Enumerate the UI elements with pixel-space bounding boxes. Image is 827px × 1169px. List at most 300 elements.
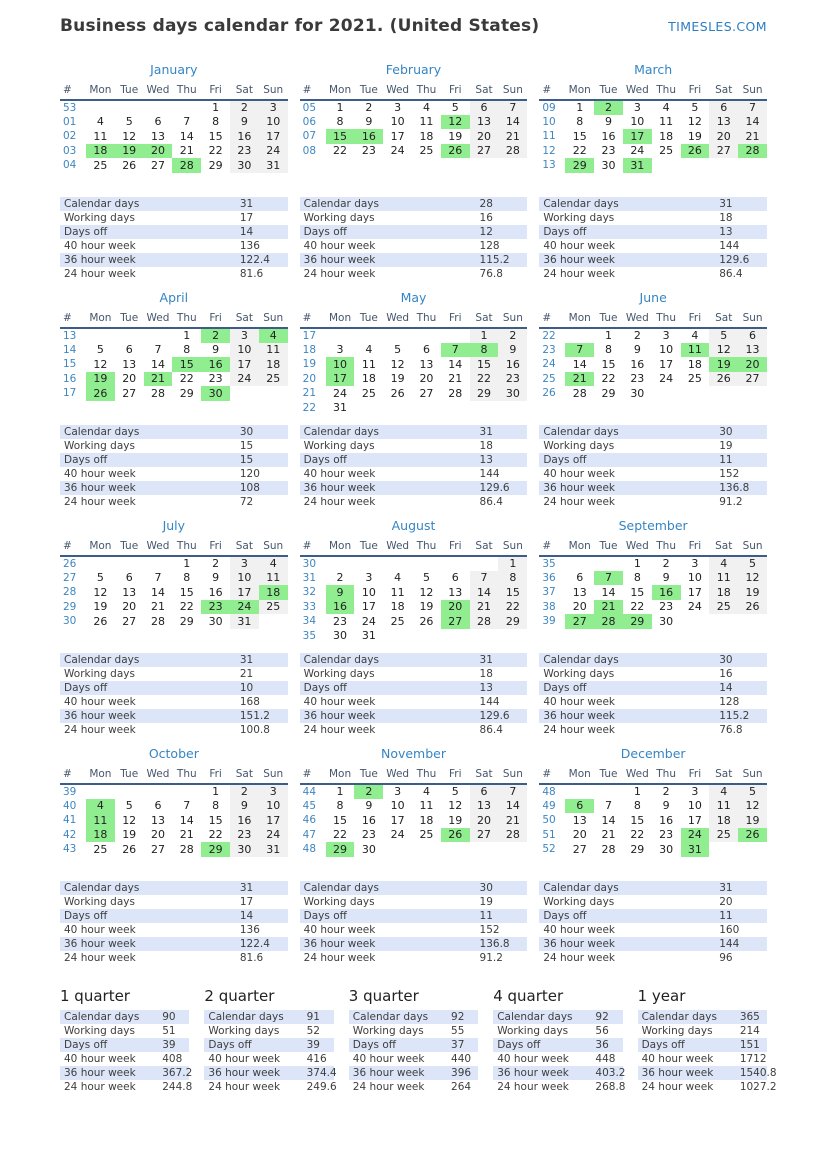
stat-label: Days off: [543, 910, 587, 922]
day-cell: 13: [709, 115, 738, 130]
stat-label: 40 hour week: [543, 924, 616, 936]
stat-label: Calendar days: [208, 1011, 284, 1023]
week-number: 37: [542, 586, 556, 599]
day-cell: 5: [125, 115, 133, 129]
stat-value: 144: [719, 938, 740, 950]
weekday-header: Fri: [681, 539, 710, 556]
weekday-header: Sat: [709, 767, 738, 784]
weekday-header: Sat: [709, 539, 738, 556]
day-cell: 13: [122, 585, 137, 599]
summary-title: 1 quarter: [60, 987, 130, 1005]
week-number: 21: [302, 387, 317, 400]
month-block: [539, 62, 767, 281]
week-number: 51: [542, 828, 556, 841]
empty-cell: [594, 784, 623, 799]
stat-label: 40 hour week: [303, 696, 376, 708]
stat-label: 40 hour week: [543, 468, 616, 480]
weekday-header: Sun: [498, 767, 527, 784]
empty-cell: [354, 328, 383, 343]
day-cell: 27: [470, 828, 499, 843]
stat-value: 39: [162, 1039, 176, 1051]
week-number: 13: [63, 329, 77, 342]
day-cell: 17: [259, 129, 288, 144]
weekday-header: Tue: [354, 767, 383, 784]
day-cell: 1: [633, 557, 641, 571]
day-cell: 21: [150, 600, 165, 614]
stat-label: 36 hour week: [543, 254, 616, 266]
day-cell: 6: [565, 799, 594, 814]
stat-value: 144: [719, 240, 740, 252]
stat-value: 367.2: [162, 1067, 193, 1079]
stat-value: 56: [595, 1025, 609, 1037]
weekday-header: Mon: [565, 767, 594, 784]
summary-block: [60, 987, 193, 1094]
day-cell: 5: [451, 785, 459, 799]
day-cell: 11: [709, 799, 738, 814]
week-number: 40: [63, 799, 77, 812]
weekday-header: Mon: [326, 539, 355, 556]
stat-value: 115.2: [719, 710, 750, 722]
stat-label: Days off: [64, 226, 108, 238]
stat-row: [300, 681, 528, 695]
day-cell: 24: [230, 372, 259, 387]
stat-label: 24 hour week: [64, 496, 136, 508]
month-title: November: [380, 746, 446, 761]
stat-label: Days off: [303, 226, 347, 238]
day-cell: 12: [93, 585, 108, 599]
day-cell: 24: [333, 386, 348, 400]
day-cell: 3: [394, 785, 402, 799]
day-cell: 14: [179, 129, 194, 143]
stat-label: 40 hour week: [543, 696, 616, 708]
day-cell: 28: [448, 386, 463, 400]
weekday-header: Thu: [412, 539, 441, 556]
day-cell: 4: [96, 115, 104, 129]
stat-row: [638, 1066, 777, 1080]
week-number: 12: [542, 144, 556, 157]
stat-label: Working days: [64, 896, 135, 908]
month-stats: [60, 653, 288, 737]
stat-label: Calendar days: [303, 198, 379, 210]
stat-value: 76.8: [479, 268, 503, 280]
site-link[interactable]: TIMESLES.COM: [668, 19, 767, 34]
stat-label: 24 hour week: [64, 952, 136, 964]
day-cell: 9: [230, 115, 259, 130]
day-cell: 31: [623, 158, 652, 173]
day-cell: 23: [659, 828, 674, 842]
week-number: 04: [63, 159, 77, 172]
stat-value: 21: [239, 668, 254, 680]
stat-value: 408: [162, 1053, 183, 1065]
stat-value: 30: [719, 426, 733, 438]
day-cell: 23: [333, 614, 348, 628]
empty-cell: [709, 386, 738, 401]
week-number: 39: [63, 785, 77, 798]
empty-cell: [470, 556, 499, 571]
stat-row: [300, 937, 528, 951]
stat-row: [204, 1024, 333, 1038]
weekday-header: Sat: [230, 311, 259, 328]
stat-value: 128: [479, 240, 500, 252]
day-cell: 12: [122, 813, 137, 827]
stat-row: [60, 909, 288, 923]
day-cell: 24: [390, 828, 405, 842]
day-cell: 15: [470, 357, 499, 372]
day-cell: 15: [326, 129, 355, 144]
stat-row: [349, 1038, 478, 1052]
day-cell: 24: [630, 144, 645, 158]
stat-label: Working days: [303, 896, 375, 908]
stat-value: 36: [595, 1039, 609, 1051]
stat-value: 136: [239, 240, 260, 252]
day-cell: 19: [687, 129, 702, 143]
day-cell: 17: [659, 357, 674, 371]
day-cell: 5: [394, 343, 402, 357]
empty-cell: [172, 784, 201, 799]
week-number: 23: [542, 343, 556, 356]
weekday-header: Sat: [470, 311, 499, 328]
stat-label: Working days: [303, 668, 375, 680]
stat-row: [60, 1080, 193, 1094]
day-cell: 1: [576, 101, 584, 115]
stat-value: 51: [162, 1025, 176, 1037]
stat-label: 24 hour week: [497, 1081, 569, 1093]
month-block: [539, 746, 767, 965]
month-calendar: [539, 767, 767, 871]
empty-cell: [470, 842, 499, 857]
stat-value: 18: [719, 212, 733, 224]
stat-value: 76.8: [719, 724, 743, 736]
week-number: 49: [542, 799, 556, 812]
week-number: 42: [63, 828, 77, 841]
day-cell: 28: [179, 842, 194, 856]
weekday-header: Wed: [383, 311, 412, 328]
day-cell: 27: [122, 614, 137, 628]
weekday-header: Thu: [412, 83, 441, 100]
stat-label: Working days: [208, 1025, 280, 1037]
week-number: 44: [302, 785, 317, 798]
stat-value: 120: [239, 468, 260, 480]
empty-cell: [115, 328, 144, 343]
day-cell: 10: [230, 343, 259, 358]
day-cell: 17: [390, 813, 405, 827]
empty-cell: [441, 556, 470, 571]
weekday-header: Mon: [326, 767, 355, 784]
stat-label: 24 hour week: [641, 1081, 714, 1093]
day-cell: 19: [738, 813, 767, 828]
day-cell: 31: [681, 842, 710, 857]
stat-row: [539, 709, 767, 723]
weekday-header: Sun: [259, 311, 288, 328]
month-title: July: [162, 518, 186, 533]
stat-value: 72: [239, 496, 254, 508]
day-cell: 6: [154, 799, 162, 813]
stat-row: [204, 1066, 337, 1080]
stat-row: [60, 923, 288, 937]
day-cell: 12: [738, 799, 767, 814]
day-cell: 9: [662, 799, 670, 813]
week-number: 24: [542, 358, 556, 371]
day-cell: 11: [709, 571, 738, 586]
empty-cell: [441, 401, 470, 416]
stat-label: 24 hour week: [64, 724, 136, 736]
weekday-header: Sun: [738, 311, 767, 328]
stat-row: [539, 923, 767, 937]
empty-cell: [565, 556, 594, 571]
month-calendar: [60, 539, 288, 643]
stat-label: Calendar days: [352, 1011, 429, 1023]
day-cell: 19: [448, 813, 463, 827]
day-cell: 30: [230, 158, 259, 173]
empty-cell: [470, 629, 499, 644]
week-number: 14: [63, 343, 77, 356]
month-calendar: [300, 311, 528, 415]
stat-label: 24 hour week: [303, 952, 376, 964]
month-calendar: [300, 83, 528, 187]
stat-row: [638, 1024, 767, 1038]
summary-block: [493, 987, 626, 1094]
day-cell: 22: [179, 372, 194, 386]
week-number: 10: [542, 115, 556, 128]
day-cell: 27: [565, 614, 594, 629]
stat-row: [539, 439, 767, 453]
day-cell: 22: [630, 600, 645, 614]
weekday-header: Tue: [354, 539, 383, 556]
stat-row: [60, 453, 288, 467]
stat-row: [60, 495, 288, 509]
stat-value: 244.8: [162, 1081, 193, 1093]
stat-label: 24 hour week: [543, 268, 616, 280]
empty-cell: [709, 614, 738, 629]
empty-cell: [652, 386, 681, 401]
day-cell: 1: [183, 329, 191, 343]
empty-cell: [115, 556, 144, 571]
day-cell: 10: [390, 115, 405, 129]
week-number: 31: [302, 571, 317, 584]
day-cell: 2: [201, 328, 230, 343]
stat-value: 18: [479, 440, 493, 452]
week-number: 45: [302, 799, 317, 812]
day-cell: 16: [659, 813, 674, 827]
month-block: [539, 290, 767, 509]
day-cell: 14: [498, 799, 527, 814]
stat-label: Calendar days: [64, 198, 140, 210]
day-cell: 26: [738, 600, 767, 615]
stat-value: 129.6: [479, 710, 510, 722]
day-cell: 26: [122, 842, 137, 856]
month-block: [60, 518, 288, 737]
day-cell: 20: [144, 144, 173, 159]
stat-label: Calendar days: [64, 882, 140, 894]
day-cell: 29: [201, 842, 230, 857]
stat-value: 91.2: [719, 496, 743, 508]
stat-label: 40 hour week: [543, 240, 616, 252]
day-cell: 29: [470, 386, 499, 401]
stat-value: 31: [239, 654, 254, 666]
week-number-header: #: [539, 83, 565, 100]
empty-cell: [86, 100, 115, 115]
empty-cell: [709, 842, 738, 857]
day-cell: 29: [179, 614, 194, 628]
weekday-header: Wed: [144, 767, 173, 784]
stat-value: 31: [479, 426, 493, 438]
stat-row: [539, 653, 767, 667]
week-number: 32: [302, 586, 317, 599]
stat-value: 81.6: [239, 268, 264, 280]
week-number: 53: [63, 101, 77, 114]
day-cell: 3: [633, 101, 641, 115]
week-number: 15: [63, 358, 77, 371]
stat-value: 268.8: [595, 1081, 626, 1093]
day-cell: 15: [208, 129, 223, 143]
stat-row: [539, 481, 767, 495]
day-cell: 24: [230, 600, 259, 615]
day-cell: 10: [630, 115, 645, 129]
day-cell: 26: [441, 144, 470, 159]
day-cell: 28: [498, 828, 527, 843]
day-cell: 11: [93, 129, 108, 143]
day-cell: 22: [333, 144, 348, 158]
stat-label: Days off: [543, 682, 587, 694]
week-number: 34: [302, 615, 317, 628]
weekday-header: Tue: [594, 767, 623, 784]
stat-value: 11: [479, 910, 493, 922]
day-cell: 18: [709, 585, 738, 600]
page-header: [60, 16, 767, 36]
empty-cell: [86, 784, 115, 799]
day-cell: 1: [336, 101, 344, 115]
weekday-header: Mon: [565, 83, 594, 100]
day-cell: 23: [230, 144, 259, 159]
day-cell: 19: [419, 600, 434, 614]
day-cell: 22: [498, 600, 527, 615]
month-title: January: [150, 62, 198, 77]
day-cell: 7: [738, 100, 767, 115]
day-cell: 14: [601, 585, 616, 599]
stat-label: Calendar days: [64, 426, 140, 438]
day-cell: 20: [441, 600, 470, 615]
stat-value: 37: [451, 1039, 465, 1051]
day-cell: 18: [659, 129, 674, 143]
stat-value: 448: [595, 1053, 616, 1065]
empty-cell: [259, 614, 288, 629]
weekday-header: Wed: [144, 539, 173, 556]
day-cell: 3: [259, 100, 288, 115]
stat-value: 17: [239, 212, 254, 224]
weekday-header: Sat: [230, 83, 259, 100]
stat-row: [539, 951, 767, 965]
stat-value: 144: [479, 468, 500, 480]
stat-label: 36 hour week: [303, 938, 376, 950]
day-cell: 8: [498, 571, 527, 586]
stat-row: [60, 681, 288, 695]
weekday-header: Fri: [201, 311, 230, 328]
day-cell: 4: [691, 329, 699, 343]
day-cell: 24: [659, 372, 674, 386]
day-cell: 6: [422, 343, 430, 357]
empty-cell: [144, 556, 173, 571]
day-cell: 24: [390, 144, 405, 158]
day-cell: 17: [390, 129, 405, 143]
empty-cell: [652, 158, 681, 173]
summary-block: [349, 987, 478, 1094]
day-cell: 22: [179, 600, 194, 614]
stat-label: Calendar days: [641, 1011, 717, 1023]
day-cell: 4: [662, 101, 670, 115]
day-cell: 4: [709, 556, 738, 571]
stat-label: 36 hour week: [543, 710, 616, 722]
day-cell: 12: [441, 115, 470, 130]
weekday-header: Fri: [681, 767, 710, 784]
week-number: 20: [302, 372, 317, 385]
stat-value: 1712: [739, 1053, 767, 1065]
empty-cell: [326, 556, 355, 571]
week-number: 11: [542, 130, 556, 143]
stat-row: [539, 211, 767, 225]
stat-value: 11: [719, 910, 733, 922]
month-title: August: [391, 518, 436, 533]
stat-label: 24 hour week: [64, 268, 136, 280]
stat-value: 18: [479, 668, 493, 680]
empty-cell: [498, 842, 527, 857]
day-cell: 26: [709, 372, 738, 387]
stat-value: 115.2: [479, 254, 510, 266]
week-number: 26: [542, 387, 556, 400]
day-cell: 29: [623, 614, 652, 629]
week-number-header: #: [539, 767, 565, 784]
week-number: 22: [302, 401, 317, 414]
day-cell: 15: [630, 813, 645, 827]
empty-cell: [738, 386, 767, 401]
day-cell: 2: [336, 571, 344, 585]
weekday-header: Sun: [738, 539, 767, 556]
stat-label: Days off: [208, 1039, 252, 1051]
day-cell: 21: [498, 813, 527, 828]
day-cell: 20: [738, 357, 767, 372]
day-cell: 23: [659, 600, 674, 614]
day-cell: 4: [365, 343, 373, 357]
stat-label: 36 hour week: [641, 1067, 714, 1079]
stat-value: 214: [739, 1025, 760, 1037]
stat-row: [204, 1052, 333, 1066]
day-cell: 2: [230, 784, 259, 799]
empty-cell: [412, 842, 441, 857]
day-cell: 24: [259, 144, 288, 159]
day-cell: 1: [212, 101, 220, 115]
week-number: 46: [302, 814, 317, 827]
empty-cell: [383, 556, 412, 571]
weekday-header: Wed: [623, 83, 652, 100]
day-cell: 12: [122, 129, 137, 143]
day-cell: 3: [230, 328, 259, 343]
weekday-header: Tue: [354, 311, 383, 328]
weekday-header: Thu: [652, 311, 681, 328]
day-cell: 8: [336, 115, 344, 129]
stat-row: [300, 481, 528, 495]
day-cell: 5: [125, 799, 133, 813]
weekday-header: Mon: [86, 83, 115, 100]
stat-value: 365: [739, 1011, 760, 1023]
empty-cell: [565, 784, 594, 799]
day-cell: 3: [691, 557, 699, 571]
stat-label: Working days: [64, 440, 135, 452]
empty-cell: [565, 328, 594, 343]
day-cell: 19: [115, 144, 144, 159]
day-cell: 6: [154, 115, 162, 129]
day-cell: 7: [183, 799, 191, 813]
day-cell: 26: [681, 144, 710, 159]
weekday-header: Tue: [115, 311, 144, 328]
